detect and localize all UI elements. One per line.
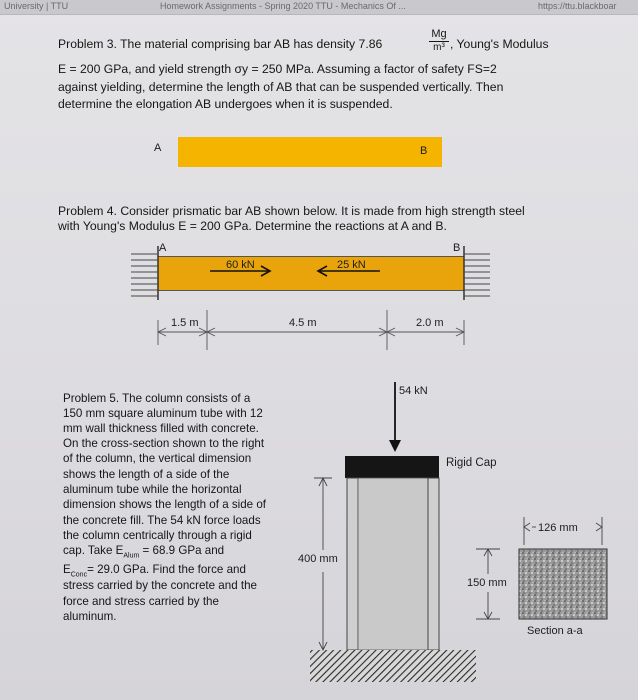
- tube-side-label: 150 mm: [467, 577, 507, 589]
- rigid-cap: [345, 456, 439, 478]
- load-arrow-60kn: [210, 266, 270, 276]
- problem5-line14: force and stress carried by the: [63, 595, 219, 608]
- browser-url-fragment[interactable]: https://ttu.blackboar: [538, 1, 617, 11]
- section-a-a-label: Section a-a: [527, 625, 583, 637]
- econc-symbol: E: [63, 563, 71, 576]
- problem5-line9: the concrete fill. The 54 kN force loads: [63, 514, 261, 527]
- problem5-line6: shows the length of a side of the: [63, 468, 230, 481]
- problem5-line13: stress carried by the concrete and the: [63, 579, 257, 592]
- problem5-line12-text: = 29.0 GPa. Find the force and: [87, 563, 246, 576]
- problem4-line2: with Young's Modulus E = 200 GPa. Determine the reactions at A and B.: [58, 219, 447, 233]
- dimension-1-5m: 1.5 m: [171, 317, 199, 329]
- column-height-label: 400 mm: [298, 553, 338, 565]
- dimension-2-0m: 2.0 m: [416, 317, 444, 329]
- load-arrow-25kn: [318, 266, 380, 276]
- dimension-line: [158, 310, 464, 350]
- problem4-label-a: A: [159, 242, 167, 254]
- problem5-line4: On the cross-section shown to the right: [63, 437, 265, 450]
- problem5-line15: aluminum.: [63, 610, 117, 623]
- section-height-dimension: [476, 549, 500, 619]
- problem3-line3: against yielding, determine the length of AB that can be suspended vertically. Then: [58, 80, 504, 94]
- problem3-label-a: A: [154, 142, 162, 154]
- problem3-line2: E = 200 GPa, and yield strength σy = 250 MPa. Assuming a factor of safety FS=2: [58, 62, 497, 76]
- browser-page-title: Homework Assignments - Spring 2020 TTU - Mechanics Of ...: [160, 1, 406, 11]
- section-width-dimension: [524, 517, 602, 545]
- problem5-line7: aluminum tube while the horizontal: [63, 483, 242, 496]
- problem4-label-b: B: [453, 242, 461, 254]
- column-height-dimension: [314, 478, 332, 650]
- problem5-line11-text: cap. Take E: [63, 544, 124, 557]
- column-wall-left: [347, 478, 358, 650]
- ground-base: [310, 650, 476, 682]
- alum-subscript: Alum: [123, 552, 140, 560]
- wall-support-right: [464, 246, 490, 300]
- conc-subscript: Conc: [70, 571, 88, 579]
- column-wall-right: [428, 478, 439, 650]
- problem5-line2: 150 mm square aluminum tube with 12: [63, 407, 263, 420]
- wall-support-left: [131, 246, 158, 300]
- problem4-line1: Problem 4. Consider prismatic bar AB shown below. It is made from high strength steel: [58, 204, 525, 218]
- problem5-line8: dimension shows the length of a side of: [63, 498, 267, 511]
- problem3-line1-b: , Young's Modulus: [450, 37, 549, 51]
- force-arrow-54kn: [389, 382, 401, 452]
- rigid-cap-label: Rigid Cap: [446, 457, 497, 469]
- load-25kn-label: 25 kN: [337, 259, 366, 271]
- cross-section-square: [519, 549, 607, 619]
- density-unit-denominator: m³: [433, 42, 445, 53]
- problem5-line3: mm wall thickness filled with concrete.: [63, 422, 259, 435]
- browser-tab-left[interactable]: University | TTU: [4, 1, 69, 11]
- concrete-fill-label: 126 mm: [538, 522, 578, 534]
- dimension-4-5m: 4.5 m: [289, 317, 317, 329]
- problem3-line4: determine the elongation AB undergoes when it is suspended.: [58, 97, 393, 111]
- problem5-line11-rest: = 68.9 GPa and: [139, 544, 225, 557]
- load-60kn-label: 60 kN: [226, 259, 255, 271]
- problem5-line5: of the column, the vertical dimension: [63, 452, 252, 465]
- force-54kn-label: 54 kN: [399, 385, 428, 397]
- problem5-line10: the column centrically through a rigid: [63, 529, 252, 542]
- column-concrete-core: [358, 478, 428, 650]
- problem5-line1: Problem 5. The column consists of a: [63, 392, 251, 405]
- density-unit-numerator: Mg: [431, 28, 447, 40]
- problem3-label-b: B: [420, 145, 428, 157]
- problem3-line1-a: Problem 3. The material comprising bar AB has density 7.86: [58, 37, 383, 51]
